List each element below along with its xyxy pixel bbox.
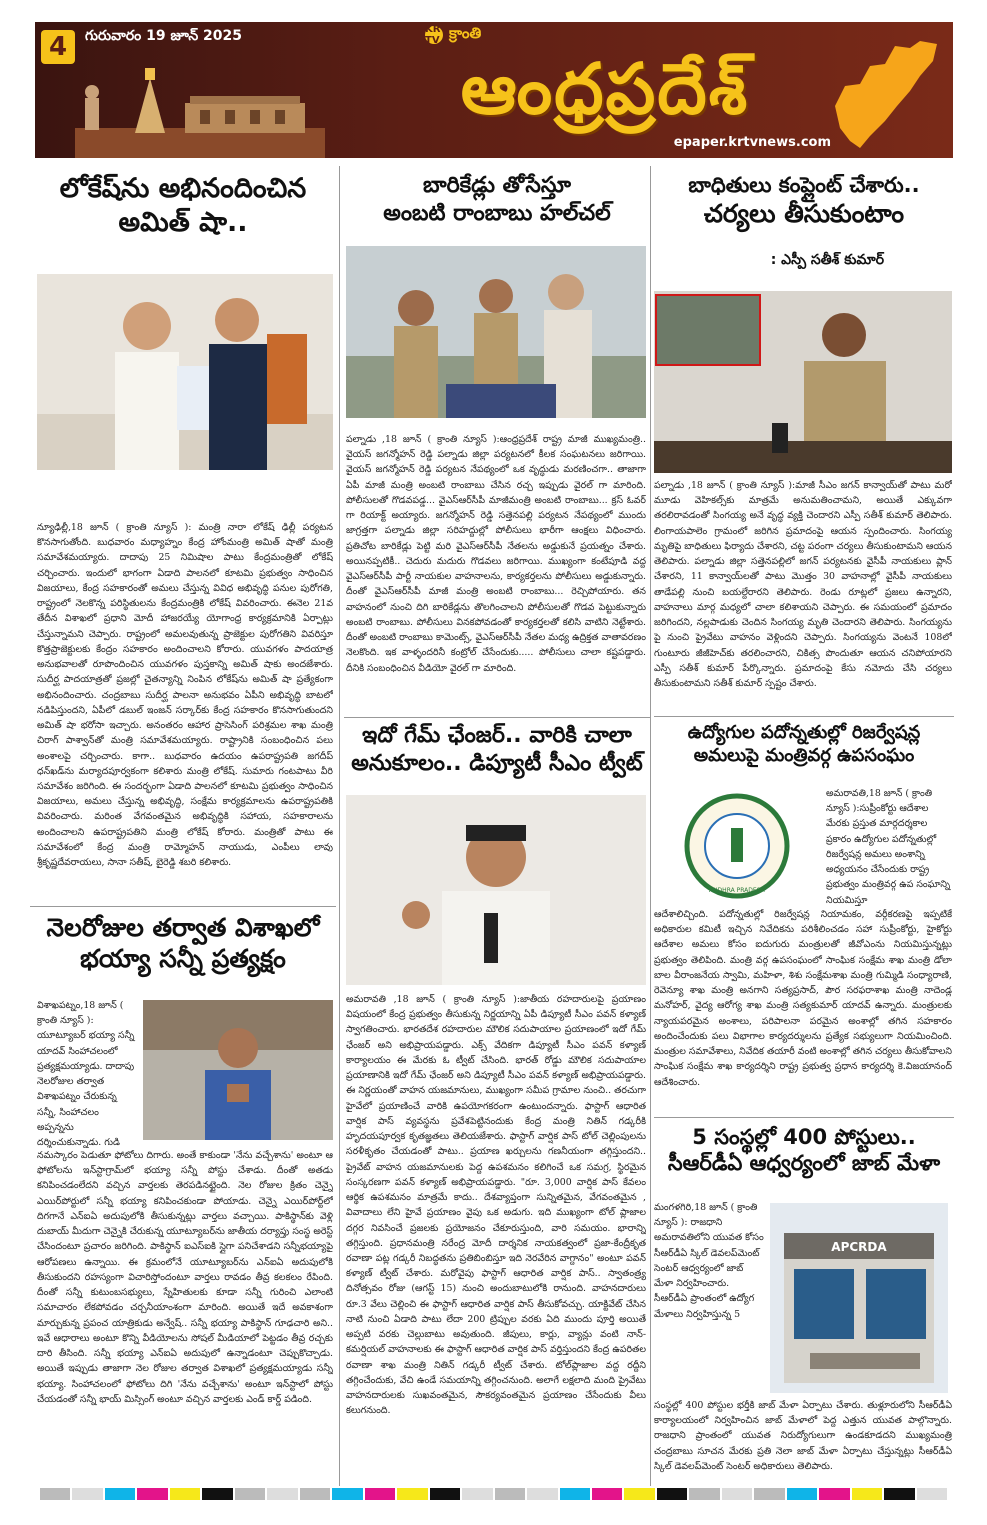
article6-headline-line2: అమలుపై మంత్రివర్గ ఉపసంఘం bbox=[693, 744, 915, 766]
article7-headline-line2: సీఆర్‌డీఏ ఆధ్వర్యంలో జాబ్ మేళా bbox=[667, 1151, 941, 1176]
row-divider bbox=[654, 716, 954, 717]
article4-headline bbox=[344, 722, 650, 777]
article1-headline-line1: లోకేష్‌ను అభినందించిన bbox=[59, 173, 307, 204]
masthead-title: ఆంధ్రప్రదేశ్ bbox=[460, 48, 750, 130]
row-divider bbox=[30, 906, 336, 907]
article7-photo bbox=[770, 1203, 948, 1393]
article7-body: సంస్థల్లో 400 పోస్టుల భర్తీకి జాబ్ మేళా ఏర్పాటు చేశారు. తుళ్లూరులోని సీఆర్‌డీఏ కార్యాలయంలో నిర్వహించిన జాబ్ మేళాలో పెద్ద ఎత్తున యువత పాల్గొన్నారు. రాజధాని ప్రాంతంలో యువత నిరుద్యోగులుగా ఉండకూడదని ముఖ్యమంత్రి చంద్రబాబు సూచన మేరకు ప్రతి నెలా జాబ్ మేళా ఏర్పాటు చేస్తున్నట్లు సీఆర్‌డీఏ స్కిల్ డెవలప్‌మెంట్ సెంటర్ అధికారులు తెలిపారు. bbox=[654, 1400, 952, 1472]
article5-body: పల్నాడు ,18 జూన్ ( క్రాంతి న్యూస్ ):మాజీ సీఎం జగన్ కాన్వాయ్‌తో పాటు మరో మూడు వెహికల్స్‌కు మాత్రమే అనుమతించామని, అయితే ఎక్కువగా తరలిరావడంతో సింగయ్య అనే వృద్ధ వ్యక్తి చెందారని ఎస్పీ సతీశ్ కుమార్ తెలిపారు. లింగాయపాలెం గ్రామంలో జరిగిన ప్రమాదంపై ఆయన స్పందించారు. సింగయ్య మృతిపై బాధితులు ఫిర్యాదు చేశారని, చట్ట పరంగా చర్యలు తీసుకుంటామని ఆయన తెలిపారు. పల్నాడు జిల్లా సత్తెనపల్లిలో జగన్ పర్యటనకు వైసీపీ నాయకులు ప్లాన్ చేశారని, 11 కాన్వాయ్‌లతో పాటు మొత్తం 30 వాహనాల్లో వైసీపీ నాయకులు తాడేపల్లి నుంచి బయల్దేరారని తెలిపారు. రెండు రూట్లలో ప్రజలు ఉన్నారని, వాహనాలు మార్గ మధ్యలో చాలా కలిశాయని చెప్పారు. ఈ సమయంలో ప్రమాదం జరిగిందని, నల్లపాడుకు చెందిన సింగయ్య మృతి చెందారని తెలిపారు. సింగయ్యను పై నుంచి ప్రైవేటు వాహనం వెళ్లిందని చెప్పారు. సింగయ్యను వెంటనే 108లో గుంటూరు జీజీహెచ్‌కు తరలించారని, చికిత్స పొందుతూ ఆయన చనిపోయారని ఎస్పీ సతీశ్ కుమార్ పేర్కొన్నారు. ప్రమాదంపై కేసు నమోదు చేసి చర్యలు తీసుకుంటామని సతీశ్ కుమార్ స్పష్టం చేశారు. bbox=[654, 480, 952, 690]
article3-body: పల్నాడు ,18 జూన్ ( క్రాంతి న్యూస్ ):ఆంధ్రప్రదేశ్ రాష్ట్ర మాజీ ముఖ్యమంత్రి.. వైయస్ జగన్మోహన్ రెడ్డి పల్నాడు జిల్లా పర్యటనలో కీలక సంఘటనలు జరిగాయి. వైయస్ జగన్మోహన్ రెడ్డి పర్యటన నేపథ్యంలో ఒక వృద్ధుడు మరణించగా.. తాజాగా ఏపీ మాజీ మంత్రి అంబటి రాంబాబు చేసిన రచ్చ ఇప్పుడు వైరల్ గా మారింది. పోలీసులతో గొడవపడ్డ... వైఎస్ఆర్‌సీపీ మాజీమంత్రి అంబటి రాంబాబు... క్రస్ ఓవర్ గా రియాక్ట్ అయ్యారు. జగన్మోహన్ రెడ్డి సత్తెనపల్లి పర్యటన నేపథ్యంలో ముందు జాగ్రత్తగా పల్నాడు జిల్లా సరిహద్దుల్లో పోలీసులు భారీగా ఆంక్షలు విధించారు. ప్రతిచోట బారికేడ్లు పెట్టి మరి వైఎస్ఆర్‌సీపీ నేతలను అడ్డుకునే ప్రయత్నం చేశారు. అయినప్పటికీ.. చెదురు మదురు గొడవలు జరిగాయి. ముఖ్యంగా కంటేపూడి వద్ద వైఎస్ఆర్‌సీపీ పార్టీ నాయకుల వాహనాలను, కార్యకర్తలను పోలీసులు అడ్డుకున్నారు. దీంతో వైఎస్ఆర్‌సీపీ మాజీ మంత్రి అంబటి రాంబాబు... రెచ్చిపోయారు. తన వాహనంలో నుంచి దిగి బారికేడ్లను తొలగించాలని పోలీసులతో గొడవ పెట్టుకున్నారు అంబటి రాంబాబు. పోలీసులు వినకపోవడంతో కార్యకర్తలతో కలిసి వాటిని నెట్టేశారు. దీంతో అంబటి రాంబాబు కామెంట్స్, వైఎస్ఆర్‌సీపీ నేతల మధ్య ఉద్రిక్తత వాతావరణం నెలకొంది. ఇక వాళ్ళందరినీ కంట్రోల్ చేసేందుకు..... పోలీసులు చాలా కష్టపడ్డారు. దీనికి సంబంధించిన వీడియో వైరల్ గా మారింది. bbox=[346, 434, 646, 674]
monument-illustration bbox=[75, 58, 325, 158]
article7-headline bbox=[654, 1124, 954, 1177]
article4-headline-line1: ఇదో గేమ్ ఛేంజర్.. వారికి చాలా bbox=[362, 723, 632, 748]
article6-body-side: అమరావతి,18 జూన్ ( క్రాంతి న్యూస్ ):సుప్రీంకోర్టు ఆదేశాల మేరకు ప్రస్తుత మార్గదర్శకాల ప్రకారం ఉద్యోగుల పదోన్నతుల్లో రిజర్వేషన్ల అమలు అంశాన్ని అధ్యయనం చేసేందుకు రాష్ట్ర ప్రభుత్వం మంత్రివర్గ ఉప సంఘాన్ని నియమిస్తూ bbox=[826, 788, 951, 906]
column-divider bbox=[650, 166, 651, 1486]
article6-emblem bbox=[655, 788, 819, 904]
article4-body: అమరావతి ,18 జూన్ ( క్రాంతి న్యూస్ ):జాతీయ రహదారులపై ప్రయాణం విషయంలో కేంద్ర ప్రభుత్వం తీసుకున్న నిర్ణయాన్ని ఏపీ డిప్యూటీ సీఎం పవన్ కళ్యాణ్ స్వాగతించారు. భారతదేశ రహదారుల మౌలిక సదుపాయాల ప్రయాణంలో ఇదో గేమ్ ఛేంజర్ అని అభిప్రాయపడ్డారు. ఎక్స్ వేదికగా డిప్యూటీ సీఎం పవన్ కళ్యాణ్ కార్యాలయం ఈ మేరకు ఓ ట్వీట్ చేసింది. భారత్ రోడ్డు మౌలిక సదుపాయాల ప్రయాణానికి ఇదో గేమ్ ఛేంజర్ అని డిప్యూటీ సీఎం పవన్ కళ్యాణ్ అభిప్రాయపడ్డారు. ఈ నిర్ణయంతో వాహన యజమానులు, ముఖ్యంగా సమీప గ్రామాల నుంచి.. తరచుగా హైవేలో ప్రయాణించే వారికి ఉపయోగకరంగా ఉంటుందన్నారు. ఫాస్టాగ్ ఆధారిత వార్షిక పాస్ వ్యవస్థను ప్రవేశపెట్టినందుకు కేంద్ర మంత్రి నితిన్ గడ్కరీకి హృదయపూర్వక కృతజ్ఞతలు తెలియజేశారు. ఫాస్టాగ్ వార్షిక పాస్ టోల్ చెల్లింపులను సరళీకృతం చేయడంతో పాటు.. ప్రయాణ ఖర్చులను గణనీయంగా తగ్గిస్తుందని.. ప్రైవేట్ వాహన యజమానులకు పెద్ద ఉపశమనం కలిగించే ఒక సమగ్ర, స్థిరమైన సంస్కరణగా పవన్ కళ్యాణ్ అభిప్రాయపడ్డారు. "రూ. 3,000 వార్షిక పాస్ కేవలం ఆర్థిక ఉపశమనం మాత్రమే కాదు.. దేశవ్యాప్తంగా సున్నితమైన, వేగవంతమైన , వివాదాలు లేని హైవే ప్రయాణం వైపు ఒక అడుగు. ఇది ముఖ్యంగా టోల్ ప్లాజాల దగ్గర నివసించే ప్రజలకు ప్రయోజనం చేకూరుస్తుంది, వారి సమయం. భారాన్ని తగ్గిస్తుంది. ప్రధానమంత్రి నరేంద్ర మోదీ దార్శనిక నాయకత్వంలో ప్రజా-కేంద్రీకృత రవాణా పట్ల గడ్కరీ నిబద్ధతను ప్రతిబింబిస్తూ ఇది నెరవేరిన వాగ్దానం" అంటూ పవన్ కళ్యాణ్ ట్వీట్ చేశారు. మరోవైపు ఫాస్టాగ్ ఆధారిత వార్షిక పాస్.. స్వాతంత్ర్య దినోత్సవం రోజు (ఆగస్ట్ 15) నుంచి అందుబాటులోకి రానుంది. వాహనదారులు రూ.3 వేలు చెల్లించి ఈ ఫాస్టాగ్ ఆధారిత వార్షిక పాస్ తీసుకోవచ్చు. యాక్టివేట్ చేసిన నాటి నుంచి ఏడాది పాటు లేదా 200 ట్రిప్పుల వరకు ఏది ముందు పూర్తి అయితే అప్పటి వరకు చెల్లుబాటు అవుతుంది. జీపులు, కార్లు, వ్యాన్లు వంటి నాన్- కమర్షియల్ వాహనాలకు ఈ ఫాస్టాగ్ ఆధారిత వార్షిక పాస్ వర్తిస్తుందని కేంద్ర ఉపరితల రవాణా శాఖ మంత్రి నితిన్ గడ్కరీ ట్వీట్ చేశారు. టోల్‌ప్లాజాల వద్ద రద్దీని తగ్గించేందుకు, వేచి ఉండే సమయాన్ని తగ్గించనుంది. అలాగే లక్షలాది మంది ప్రైవేటు వాహనదారులకు సుఖవంతమైన, సౌకర్యవంతమైన ప్రయాణం చేసేందుకు వీలు కలుగనుంది. bbox=[346, 994, 646, 1417]
article3-headline-line1: బారికేడ్లు తోసేస్తూ bbox=[422, 173, 572, 198]
article2-headline-line2: భయ్యా సన్నీ ప్రత్యక్షం bbox=[80, 944, 286, 974]
building-sign: APCRDA bbox=[831, 1240, 887, 1254]
article6-headline-line1: ఉద్యోగుల పదోన్నతుల్లో రిజర్వేషన్ల bbox=[687, 722, 921, 743]
article6-headline bbox=[654, 722, 954, 767]
article5-headline-line2: చర్యలు తీసుకుంటాం bbox=[703, 199, 905, 229]
article7-headline-line1: 5 సంస్థల్లో 400 పోస్టులు.. bbox=[692, 1125, 916, 1149]
brand-name: క్రాంతి bbox=[449, 24, 482, 42]
article3-photo bbox=[346, 246, 646, 418]
article4-photo bbox=[346, 795, 646, 985]
column-divider bbox=[339, 166, 340, 1486]
article4-headline-line2: అనుకూలం.. డిప్యూటీ సీఎం ట్వీట్ bbox=[351, 750, 643, 776]
masthead bbox=[35, 22, 953, 158]
article5-headline-line1: బాధితులు కంప్లైంట్ చేశారు.. bbox=[688, 173, 920, 197]
article7-body-side: మంగళగిరి,18 జూన్ ( క్రాంతి న్యూస్ ): రాజధాని అమరావతిలోని యువత కోసం సీఆర్‌డీఏ స్కిల్ డెవలప్‌మెంట్ సెంటర్ ఆధ్వర్యంలో జాబ్ మేళా నిర్వహించారు. సీఆర్‌డీఏ ప్రాంతంలో ఉద్యోగ మేళాలు నిర్వహిస్తున్న 5 bbox=[654, 1202, 764, 1320]
article3-headline-line2: అంబటి రాంబాబు హల్‌చల్ bbox=[383, 200, 611, 226]
brand-logo bbox=[425, 24, 481, 46]
article1-body: న్యూఢిల్లీ,18 జూన్ ( క్రాంతి న్యూస్ ): మంత్రి నారా లోకేష్ ఢిల్లీ పర్యటన కొనసాగుతోంది. బుధవారం మధ్యాహ్నం కేంద్ర హోంమంత్రి అమిత్ షాతో మంత్రి సమావేశమయ్యారు. దాదాపు 25 నిమిషాల పాటు కేంద్రమంత్రితో లోకేష్ చర్చించారు. ఇందులో భాగంగా ఏడాది పాలనలో కూటమి ప్రభుత్వం సాధించిన విజయాలు, కేంద్ర సహకారంతో అమలు చేస్తున్న వివిధ అభివృద్ధి పనుల పురోగతి, రాష్ట్రంలో నెలకొన్న పరిస్థితులను కేంద్రమంత్రికి లోకేష్ వివరించారు. ఈనెల 21వ తేదీన విశాఖలో ప్రధాని మోదీ హాజరయ్యే యోగాంధ్ర కార్యక్రమానికి ఏర్పాట్లు చేస్తున్నామని చెప్పారు. రాష్ట్రంలో అమలవుతున్న ప్రాజెక్టుల పురోగతిని వివరిస్తూ కొత్తప్రాజెక్టులకు కేంద్రం సహకారం అందించాలని కోరారు. యువగళం పాదయాత్ర అనుభవాలతో రూపొందించిన యువగళం పుస్తకాన్ని అమిత్ షాకు అందజేశారు. సుదీర్ఘ పాదయాత్రతో ప్రజల్లో చైతన్యాన్ని నింపిన లోకేష్‌ను అమిత్ షా ప్రత్యేకంగా అభినందించారు. చంద్రబాబు సుదీర్ఘ పాలనా అనుభవం ఏపీని అభివృద్ధి బాటలో నడిపిస్తుందని, ఏపీలో డబుల్ ఇంజన్ సర్కార్‌కు కేంద్ర సహకారం కొనసాగుతుందని అమిత్ షా భరోసా ఇచ్చారు. అనంతరం ఆహార ప్రాసెసింగ్ పరిశ్రమల శాఖ మంత్రి చిరాగ్ పాశ్వాన్‌తో మంత్రి సమావేశమయ్యారు. రాష్ట్రానికి సంబంధించిన పలు అంశాలపై చర్చించారు. కాగా.. బుధవారం ఉదయం ఉపరాష్ట్రపతి జగదీప్ ధన్‌ఖడ్‌ను మర్యాదపూర్వకంగా కలిశారు మంత్రి లోకేష్. సుమారు గంటపాటు వీరి సమావేశం జరిగింది. ఈ సందర్భంగా ఏడాది పాలనలో కూటమి ప్రభుత్వం సాధించిన విజయాలు, అమలు చేస్తున్న అభివృద్ధి, సంక్షేమ కార్యక్రమాలను ఉపరాష్ట్రపతికి వివరించారు. మరింత వేగవంతమైన అభివృద్ధికి సహాయ, సహకారాలను అందించాలని ఉపరాష్ట్రపతిని మంత్రి లోకేష్ కోరారు. మంత్రితో పాటు ఈ సమావేశంలో కేంద్ర మంత్రి రామ్మోహన్ నాయుడు, ఎంపీలు లావు శ్రీకృష్ణదేవరాయలు, సానా సతీష్, బైరెడ్డి శబరి కలిశారు. bbox=[37, 522, 333, 869]
article2-headline bbox=[30, 912, 336, 975]
masthead-date: గురువారం 19 జూన్ 2025 bbox=[85, 28, 243, 44]
article1-headline bbox=[30, 172, 336, 240]
print-registration-strip bbox=[40, 1488, 947, 1500]
article5-headline bbox=[654, 172, 954, 230]
page-number: 4 bbox=[41, 30, 75, 64]
article2-body-side: విశాఖపట్నం,18 జూన్ ( క్రాంతి న్యూస్ ): యూట్యూబర్ భయ్యా సన్నీ యాదవ్ సింహాచలంలో ప్రత్యక్షమయ్యాడు. దాదాపు నెలరోజుల తర్వాత విశాఖపట్నం చేరుకున్న సన్నీ, సింహాచలం అప్పన్నను దర్శించుకున్నాడు. గుడి bbox=[37, 1000, 135, 1148]
masthead-url: epaper.krtvnews.com bbox=[673, 135, 831, 150]
article1-photo bbox=[37, 274, 333, 470]
article5-photo bbox=[654, 291, 952, 473]
row-divider bbox=[654, 1117, 954, 1118]
article2-body: నమస్కారం పెడుతూ ఫోటోలు దిగారు. అంతే కాకుండా 'నేను వచ్చేశాను' అంటూ ఆ ఫోటోలను ఇన్‌స్టాగ్రామ్‌లో భయ్యా సన్నీ పోస్టు చేశాడు. దీంతో అతడు కనిపించడంలేదని వచ్చిన వార్తలకు తెరపడినట్టైంది. నెల రోజుల క్రితం చెన్నై ఎయిర్‌పోర్టులో సన్నీ భయ్యా కనిపించకుండా పోయాడు. చెన్నై ఎయిర్‌పోర్ట్‌లో దిగగానే ఎన్ఐఏ అదుపులోకి తీసుకున్నట్లు వార్తలు వచ్చాయి. పాకిస్థాన్‌కు వెళ్లి దుబాయ్ మీదుగా చెన్నైకి చేరుకున్న యూట్యూబర్‌ను జాతీయ దర్యాప్తు సంస్థ అరెస్ట్ చేసిందంటూ ప్రచారం జరిగింది. పాకిస్థాన్ ఐఎస్ఐకి స్లైగా పనిచేశాడని సన్నీభయ్యాపై ఆరోపణలు ఉన్నాయి. ఈ క్రమంలోనే యూట్యూబర్‌ను ఎన్ఐఏ అదుపులోకి తీసుకుందని రహస్యంగా విచారిస్తోందంటూ వార్తలు రావడం తీవ్ర కలకలం రేపింది. దీంతో సన్నీ కుటుంబసభ్యులు, స్నేహితులకు కూడా సన్నీ గురించి ఎలాంటి సమాచారం లేకపోవడం చర్చనీయాంశంగా మారింది. అయితే ఇదే అవకాశంగా మార్చుకున్న ప్రపంచ యాత్రికుడు అన్వేష్.. సన్నీ భయ్యా పాకిస్థాన్ గూఢచారి అని.. ఇవే ఆధారాలు అంటూ కొన్ని వీడియోలను సోషల్ మీడియాలో పెట్టడం తీవ్ర రచ్చకు దారి తీసింది. సన్నీ భయ్యా ఎన్ఐఏ అదుపులో ఉన్నాడంటూ చెప్పుకొచ్చాడు. అయితే ఇప్పుడు తాజాగా నెల రోజుల తర్వాత విశాఖలో ప్రత్యక్షమయ్యాడు సన్నీ భయ్యా. సింహాచలంలో ఫోటోలు దిగి 'నేను వచ్చేశాను' అంటూ ఇన్‌స్టాలో పోస్టు చేయడంతో సన్నీ భాయ్ మిస్సింగ్ అంటూ వచ్చిన వార్తలకు ఎండ్ కార్డ్ పడింది. bbox=[37, 1150, 333, 1405]
brand-badge: KR TV bbox=[425, 26, 443, 44]
article3-headline bbox=[344, 172, 650, 227]
article5-byline: : ఎస్పీ సతీశ్ కుమార్ bbox=[770, 252, 884, 268]
article6-body: ఆదేశాలిచ్చింది. పదోన్నతుల్లో రిజర్వేషన్ల నియామకం, వర్గీకరణపై ఇప్పటికే అధికారుల కమిటీ ఇచ్చిన నివేదికను పరిశీలించడం సహా సుప్రీంకోర్టు, హైకోర్టు ఆదేశాల అమలు కోసం ఐదుగురు మంత్రులతో జీవోఎంను నియమిస్తున్నట్లు ప్రభుత్వం తెలిపింది. మంత్రి వర్గ ఉపసంఘంలో సాంఘిక సంక్షేమ శాఖ మంత్రి డోలా బాల వీరాంజనేయ స్వామి, మహిళా, శిశు సంక్షేమశాఖ మంత్రి గుమ్మిడి సంధ్యారాణి, రెవెన్యూ శాఖ మంత్రి అనగాని సత్యప్రసాద్, పౌర సరఫరాశాఖ మంత్రి నాదెండ్ల మనోహర్, వైద్య ఆరోగ్య శాఖ మంత్రి సత్యకుమార్ యాదవ్ ఉన్నారు. మంత్రులకు న్యాయపరమైన అంశాలు, పరిపాలనా పరమైన అంశాల్లో తగిన సహకారం అందించేందుకు పలు విభాగాల కార్యదర్శులను ప్రత్యేక సభ్యులుగా నియమించింది. మంత్రుల సమావేశాలు, నివేదిక తయారీ వంటి అంశాల్లో తగిన చర్యలు తీసుకోవాలని సాంఘిక సంక్షేమ శాఖ కార్యదర్శిని రాష్ట్ర ప్రభుత్వ ప్రధాన కార్యదర్శి కె.విజయానంద్ ఆదేశించారు. bbox=[654, 909, 952, 1088]
article2-photo bbox=[143, 1000, 333, 1140]
andhra-map-icon bbox=[825, 36, 945, 154]
article2-headline-line1: నెలరోజుల తర్వాత విశాఖలో bbox=[46, 913, 320, 942]
row-divider bbox=[344, 717, 650, 718]
article1-headline-line2: అమిత్ షా.. bbox=[118, 206, 248, 238]
emblem-text: ANDHRA PRADESH bbox=[708, 887, 766, 894]
